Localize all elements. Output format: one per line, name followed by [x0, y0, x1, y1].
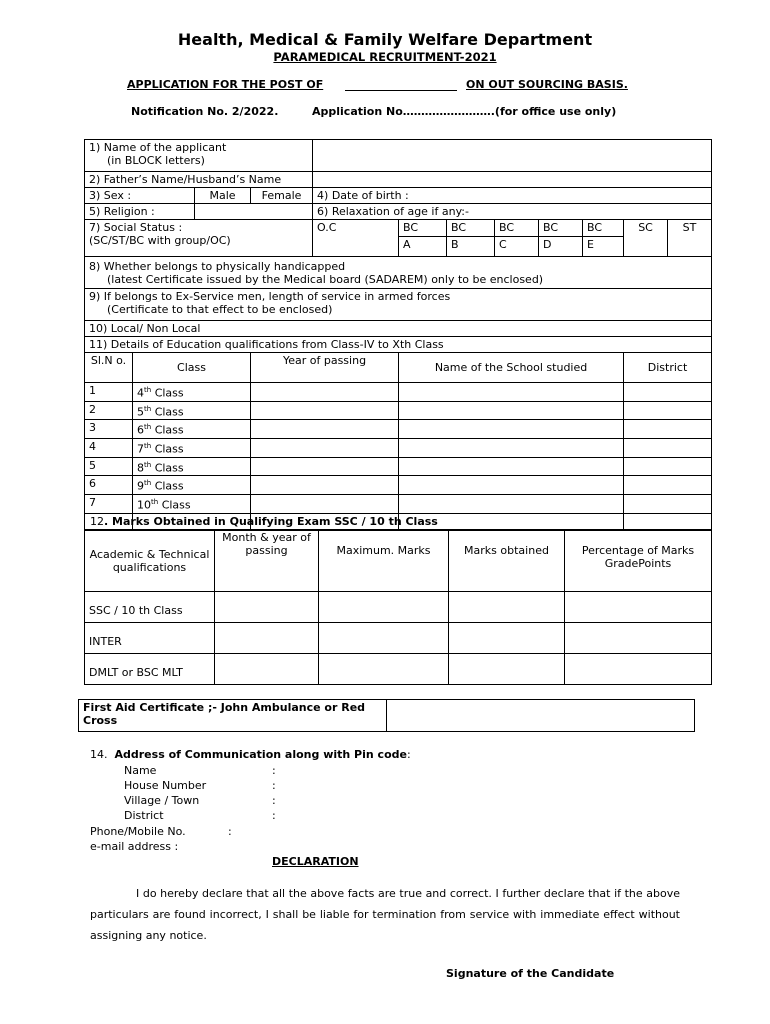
education-label: 11) Details of Education qualifications from Class-IV to Xth Class	[85, 337, 712, 353]
name-label: 1) Name of the applicant	[89, 141, 227, 154]
edu-row-class-num: 7	[137, 442, 144, 456]
edu-header-year: Year of passing	[251, 353, 399, 383]
handicapped-field[interactable]	[85, 257, 712, 289]
edu-row-class-word: Class	[154, 442, 184, 456]
edu-row-district-input[interactable]	[624, 438, 712, 457]
edu-row-year-input[interactable]	[251, 457, 399, 476]
applicant-details-table	[84, 139, 712, 531]
marks-row-label: SSC / 10 th Class	[85, 592, 215, 623]
edu-row-class-num: 4	[137, 386, 144, 400]
outsourcing-label: ON OUT SOURCING BASIS.	[466, 78, 628, 91]
signature-label: Signature of the Candidate	[446, 967, 615, 980]
email-label: e-mail address :	[90, 840, 179, 853]
edu-row-class-num: 6	[137, 423, 144, 437]
marks-row-obtained-input[interactable]	[449, 623, 565, 654]
edu-row-class	[133, 438, 251, 457]
post-blank-line	[345, 90, 457, 91]
edu-row-class-word: Class	[161, 498, 191, 512]
address-field-colon: :	[272, 764, 276, 777]
social-group-b[interactable]: B	[447, 237, 495, 257]
marks-row-month-input[interactable]	[215, 623, 319, 654]
religion-input[interactable]	[195, 204, 313, 220]
edu-row-class-word: Class	[154, 461, 184, 475]
edu-row-class-suffix: th	[144, 441, 152, 450]
edu-row-school-input[interactable]	[399, 383, 624, 402]
sex-male-option[interactable]: Male	[195, 188, 251, 204]
address-field-label: House Number	[124, 779, 207, 792]
father-name-label: 2) Father’s Name/Husband’s Name	[85, 172, 313, 188]
marks-header-obtained: Marks obtained	[449, 530, 565, 592]
edu-row-year-input[interactable]	[251, 401, 399, 420]
address-field-colon: :	[272, 794, 276, 807]
marks-row	[85, 592, 712, 623]
edu-row-class	[133, 420, 251, 439]
marks-row-obtained-input[interactable]	[449, 592, 565, 623]
marks-row-max-input[interactable]	[319, 623, 449, 654]
marks-header-percentage: Percentage of Marks GradePoints	[565, 530, 712, 592]
post-label: APPLICATION FOR THE POST OF	[127, 78, 324, 91]
edu-row-year-input[interactable]	[251, 476, 399, 495]
marks-heading	[90, 515, 438, 528]
marks-table	[84, 529, 712, 685]
notification-no: Notification No. 2/2022.	[131, 105, 279, 118]
name-label-cell	[85, 140, 313, 172]
marks-header-month-year: Month & year of passing	[215, 530, 319, 592]
social-bc-5: BC	[583, 220, 624, 237]
social-status-label-cell	[85, 220, 313, 257]
edu-row-year-input[interactable]	[251, 420, 399, 439]
marks-row-max-input[interactable]	[319, 654, 449, 685]
edu-row-district-input[interactable]	[624, 401, 712, 420]
recruitment-title: PARAMEDICAL RECRUITMENT-2021	[273, 50, 497, 64]
edu-row-class-suffix: th	[144, 404, 152, 413]
edu-row-class-suffix: th	[144, 479, 152, 488]
sex-label: 3) Sex :	[85, 188, 195, 204]
edu-row-district-input[interactable]	[624, 457, 712, 476]
edu-row-district-input[interactable]	[624, 476, 712, 495]
edu-row-no: 3	[85, 420, 133, 439]
address-heading-colon: :	[406, 748, 411, 761]
marks-header-max: Maximum. Marks	[319, 530, 449, 592]
social-bc-2: BC	[447, 220, 495, 237]
address-field-label: District	[124, 809, 164, 822]
sex-female-option[interactable]: Female	[251, 188, 313, 204]
edu-row-class	[133, 494, 251, 513]
edu-header-school: Name of the School studied	[399, 353, 624, 383]
ex-service-sub: (Certificate to that effect to be enclosed)	[107, 303, 333, 316]
father-name-input[interactable]	[313, 172, 712, 188]
marks-row-percentage-input[interactable]	[565, 592, 712, 623]
marks-row	[85, 654, 712, 685]
edu-row-class-word: Class	[154, 423, 184, 437]
age-relaxation-field[interactable]: 6) Relaxation of age if any:-	[313, 204, 712, 220]
edu-row-class-word: Class	[154, 386, 184, 400]
social-st[interactable]: ST	[668, 220, 712, 257]
social-group-d[interactable]: D	[539, 237, 583, 257]
address-field-colon: :	[272, 809, 276, 822]
address-number: 14.	[90, 748, 108, 761]
social-group-e[interactable]: E	[583, 237, 624, 257]
edu-row-year-input[interactable]	[251, 383, 399, 402]
first-aid-label: First Aid Certificate ;- John Ambulance or Red Cross	[79, 700, 387, 732]
edu-row-school-input[interactable]	[399, 420, 624, 439]
department-title: Health, Medical & Family Welfare Department	[177, 30, 593, 49]
edu-row-no: 2	[85, 401, 133, 420]
edu-row-year-input[interactable]	[251, 438, 399, 457]
marks-row-percentage-input[interactable]	[565, 623, 712, 654]
edu-row-class	[133, 383, 251, 402]
application-no: Application No…………………….(for office use only)	[312, 105, 617, 118]
edu-row-school-input[interactable]	[399, 401, 624, 420]
edu-row-no: 5	[85, 457, 133, 476]
marks-row-month-input[interactable]	[215, 592, 319, 623]
name-sub-label: (in BLOCK letters)	[107, 154, 205, 167]
marks-header-qualification: Academic & Technical qualifications	[85, 530, 215, 592]
first-aid-input[interactable]	[387, 700, 695, 732]
handicapped-label: 8) Whether belongs to physically handicapped	[89, 260, 346, 273]
edu-empty-cell[interactable]	[624, 513, 712, 530]
edu-row-class-word: Class	[154, 479, 184, 493]
edu-row-school-input[interactable]	[399, 438, 624, 457]
ex-service-label: 9) If belongs to Ex-Service men, length of service in armed forces	[89, 290, 451, 303]
first-aid-table	[78, 699, 695, 732]
edu-header-class: Class	[133, 353, 251, 383]
social-bc-1: BC	[399, 220, 447, 237]
marks-row-month-input[interactable]	[215, 654, 319, 685]
edu-row-class-suffix: th	[144, 423, 152, 432]
edu-row-district-input[interactable]	[624, 494, 712, 513]
edu-row-no: 1	[85, 383, 133, 402]
edu-row-class	[133, 401, 251, 420]
social-oc[interactable]: O.C	[313, 220, 399, 257]
marks-row-label: INTER	[85, 623, 215, 654]
dob-field[interactable]: 4) Date of birth :	[313, 188, 712, 204]
marks-heading-number: 12	[90, 515, 104, 528]
edu-row-class-suffix: th	[151, 497, 159, 506]
address-heading-text: Address of Communication along with Pin code	[114, 748, 407, 761]
social-sc[interactable]: SC	[624, 220, 668, 257]
marks-heading-text: . Marks Obtained in Qualifying Exam SSC / 10 th Class	[104, 515, 438, 528]
edu-header-slno: Sl.N o.	[85, 353, 133, 383]
social-bc-3: BC	[495, 220, 539, 237]
edu-row-no: 4	[85, 438, 133, 457]
declaration-text: I do hereby declare that all the above facts are true and correct. I further declare that if the above particulars are found incorrect, I shall be liable for termination from service with immediate effect without assigning any notice.	[90, 887, 680, 942]
marks-row-label: DMLT or BSC MLT	[85, 654, 215, 685]
edu-row	[85, 401, 712, 420]
phone-label: Phone/Mobile No.	[90, 825, 186, 838]
edu-row-district-input[interactable]	[624, 383, 712, 402]
edu-row-class-num: 10	[137, 498, 151, 512]
edu-header-district: District	[624, 353, 712, 383]
edu-row	[85, 420, 712, 439]
ex-service-field[interactable]	[85, 289, 712, 321]
address-heading	[90, 748, 411, 761]
edu-row-school-input[interactable]	[399, 457, 624, 476]
marks-row	[85, 623, 712, 654]
edu-row	[85, 476, 712, 495]
declaration-title: DECLARATION	[272, 855, 359, 868]
edu-row-district-input[interactable]	[624, 420, 712, 439]
handicapped-sub: (latest Certificate issued by the Medical board (SADAREM) only to be enclosed)	[107, 273, 544, 286]
edu-row-class-num: 5	[137, 405, 144, 419]
social-group-c[interactable]: C	[495, 237, 539, 257]
social-status-label: 7) Social Status :	[89, 221, 183, 234]
local-non-local-field[interactable]: 10) Local/ Non Local	[85, 321, 712, 337]
edu-row-class-num: 8	[137, 461, 144, 475]
address-field-colon: :	[272, 779, 276, 792]
edu-row-class-num: 9	[137, 479, 144, 493]
edu-row	[85, 457, 712, 476]
marks-row-obtained-input[interactable]	[449, 654, 565, 685]
edu-row	[85, 438, 712, 457]
edu-row-class	[133, 476, 251, 495]
edu-row-class-suffix: th	[144, 386, 152, 394]
edu-row-class	[133, 457, 251, 476]
edu-row	[85, 383, 712, 402]
edu-row-no: 7	[85, 494, 133, 513]
social-bc-4: BC	[539, 220, 583, 237]
edu-row-school-input[interactable]	[399, 476, 624, 495]
name-input[interactable]	[313, 140, 712, 172]
edu-row-class-suffix: th	[144, 460, 152, 469]
religion-label: 5) Religion :	[85, 204, 195, 220]
social-group-a[interactable]: A	[399, 237, 447, 257]
edu-row-year-input[interactable]	[251, 494, 399, 513]
marks-row-max-input[interactable]	[319, 592, 449, 623]
phone-colon: :	[228, 825, 232, 838]
social-status-sub: (SC/ST/BC with group/OC)	[89, 234, 231, 247]
edu-row-school-input[interactable]	[399, 494, 624, 513]
edu-row	[85, 494, 712, 513]
marks-row-percentage-input[interactable]	[565, 654, 712, 685]
address-field-label: Name	[124, 764, 157, 777]
edu-row-no: 6	[85, 476, 133, 495]
address-field-label: Village / Town	[124, 794, 200, 807]
edu-row-class-word: Class	[154, 405, 184, 419]
